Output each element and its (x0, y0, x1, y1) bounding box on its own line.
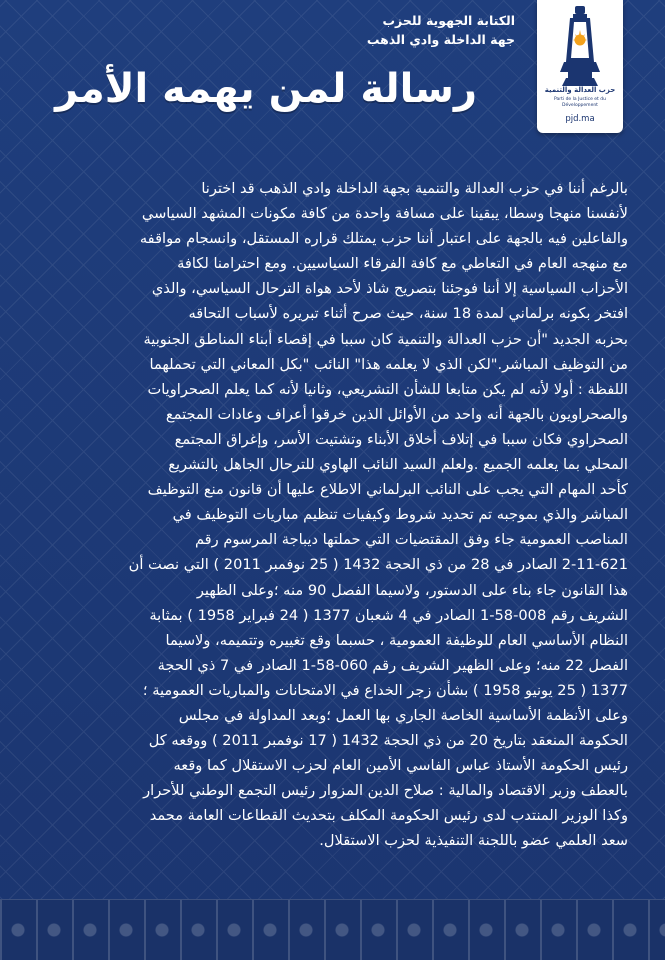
letter-body (38, 176, 628, 854)
logo-party-name: حزب العدالة والتنمية (544, 86, 616, 94)
header-line-2: جهة الداخلة وادي الذهب (366, 32, 515, 47)
body-line: افتخر بكونه برلماني لمدة 18 سنة، حيث صرح أثناء تبريره لأسباب التحاقه (188, 305, 628, 323)
footer-band (0, 899, 665, 960)
body-line: بحزبه الجديد "أن حزب العدالة والتنمية كان سببا في إقصاء أبناء المناطق الجنوبية (143, 330, 628, 348)
body-line: وكذا الوزير المنتدب لدى رئيس الحكومة المكلف بتحديث القطاعات العامة محمد (149, 807, 628, 825)
body-line: رئيس الحكومة الأستاذ عباس الفاسي الأمين العام لحزب الاستقلال كما وقعه (173, 757, 628, 775)
body-line: والصحراويون بالجهة أنه واحد من الأوائل الذين خرقوا أعراف وعادات المجتمع (165, 405, 628, 423)
body-line: اللفظة : أولا لأنه لم يكن متابعا للشأن التشريعي، وثانيا لأنه كما يعلم الصحراويات (147, 380, 628, 398)
body-line: والفاعلين فيه بالجهة على اعتبار أننا حزب يمتلك قراره المستقل، وانسجام مواقفه (139, 230, 628, 248)
body-line: الحكومة المنعقد بتاريخ 20 من ذي الحجة 1432 ( 17 نوفمبر 2011 ) ووقعه كل (148, 732, 628, 750)
body-line: المناصب العمومية جاء وفق المقتضيات التي حملتها ديباجة المرسوم رقم (194, 531, 628, 549)
body-line: وعلى الأنظمة الأساسية الخاصة الجاري بها العمل ؛وبعد المداولة في مجلس (178, 706, 628, 724)
party-logo (537, 0, 623, 133)
body-line: المحلي بما يعلمه الجميع .ولعلم السيد النائب الهاوي للترحال الجاهل بالتشريع (168, 456, 628, 474)
body-line: كأحد المهام التي يجب على النائب البرلماني الاطلاع عليها أن قانون منع التوظيف (147, 481, 628, 499)
lamp-icon (554, 2, 606, 88)
body-line: الأحزاب السياسية إلا أننا فوجئنا بتصريح شاذ لأحد هواة الترحال السياسي، والذي (151, 280, 628, 298)
footer-pattern (0, 900, 665, 960)
body-line: بالعطف وزير الاقتصاد والمالية : صلاح الدين المزوار رئيس التجمع الوطني للأحرار (143, 782, 628, 800)
body-line: النظام الأساسي العام للوظيفة العمومية ، حسبما وقع تغييره وتتميمه، ولاسيما (165, 631, 628, 649)
header-line-1: الكتابة الجهوية للحزب (382, 13, 515, 28)
body-line: المباشر والذي بموجبه تم تحديد شروط وكيفيات تنظيم مباريات التوظيف في (172, 506, 628, 524)
body-line: 1377 ( 25 يونيو 1958 ) بشأن زجر الخداع في الامتحانات والمباريات العمومية ؛ (142, 681, 628, 699)
body-line: الصحراوي فكان سببا في إتلاف أخلاق الأبناء وتشتيت الأسر، وإغراق المجتمع (174, 430, 628, 448)
body-line: سعد العلمي عضو باللجنة التنفيذية لحزب الاستقلال. (319, 832, 628, 850)
body-line: من التوظيف المباشر."لكن الذي لا يعلمه هذا" النائب "بكل المعاني التي تحملهما (149, 355, 628, 373)
logo-party-subtitle: Parti de la Justice et du Développement (554, 97, 606, 108)
body-line: هذا القانون جاء بناء على الدستور، ولاسيما الفصل 90 منه ؛وعلى الظهير (196, 581, 628, 599)
body-line: مع منهجه العام في التعاطي مع كافة الفرقاء السياسيين. ومع احترامنا لكافة (177, 255, 628, 273)
body-line: الشريف رقم 008-58-1 الصادر في 4 شعبان 1377 ( 24 فبراير 1958 ) بمثابة (149, 606, 628, 624)
logo-website: pjd.ma (565, 114, 595, 124)
body-line: 2-11-621 الصادر في 28 من ذي الحجة 1432 ( 25 نوفمبر 2011 ) التي نصت أن (128, 556, 628, 574)
body-line: لأنفسنا منهجا وسطا، يبقينا على مسافة واحدة من كافة مكونات المشهد السياسي (141, 205, 628, 223)
body-line: الفصل 22 منه؛ وعلى الظهير الشريف رقم 060-58-1 الصادر في 7 ذي الحجة (157, 656, 628, 674)
page-title: رسالة لمن يهمه الأمر (55, 66, 477, 112)
body-line: بالرغم أننا في حزب العدالة والتنمية بجهة الداخلة وادي الذهب قد اخترنا (201, 180, 628, 197)
